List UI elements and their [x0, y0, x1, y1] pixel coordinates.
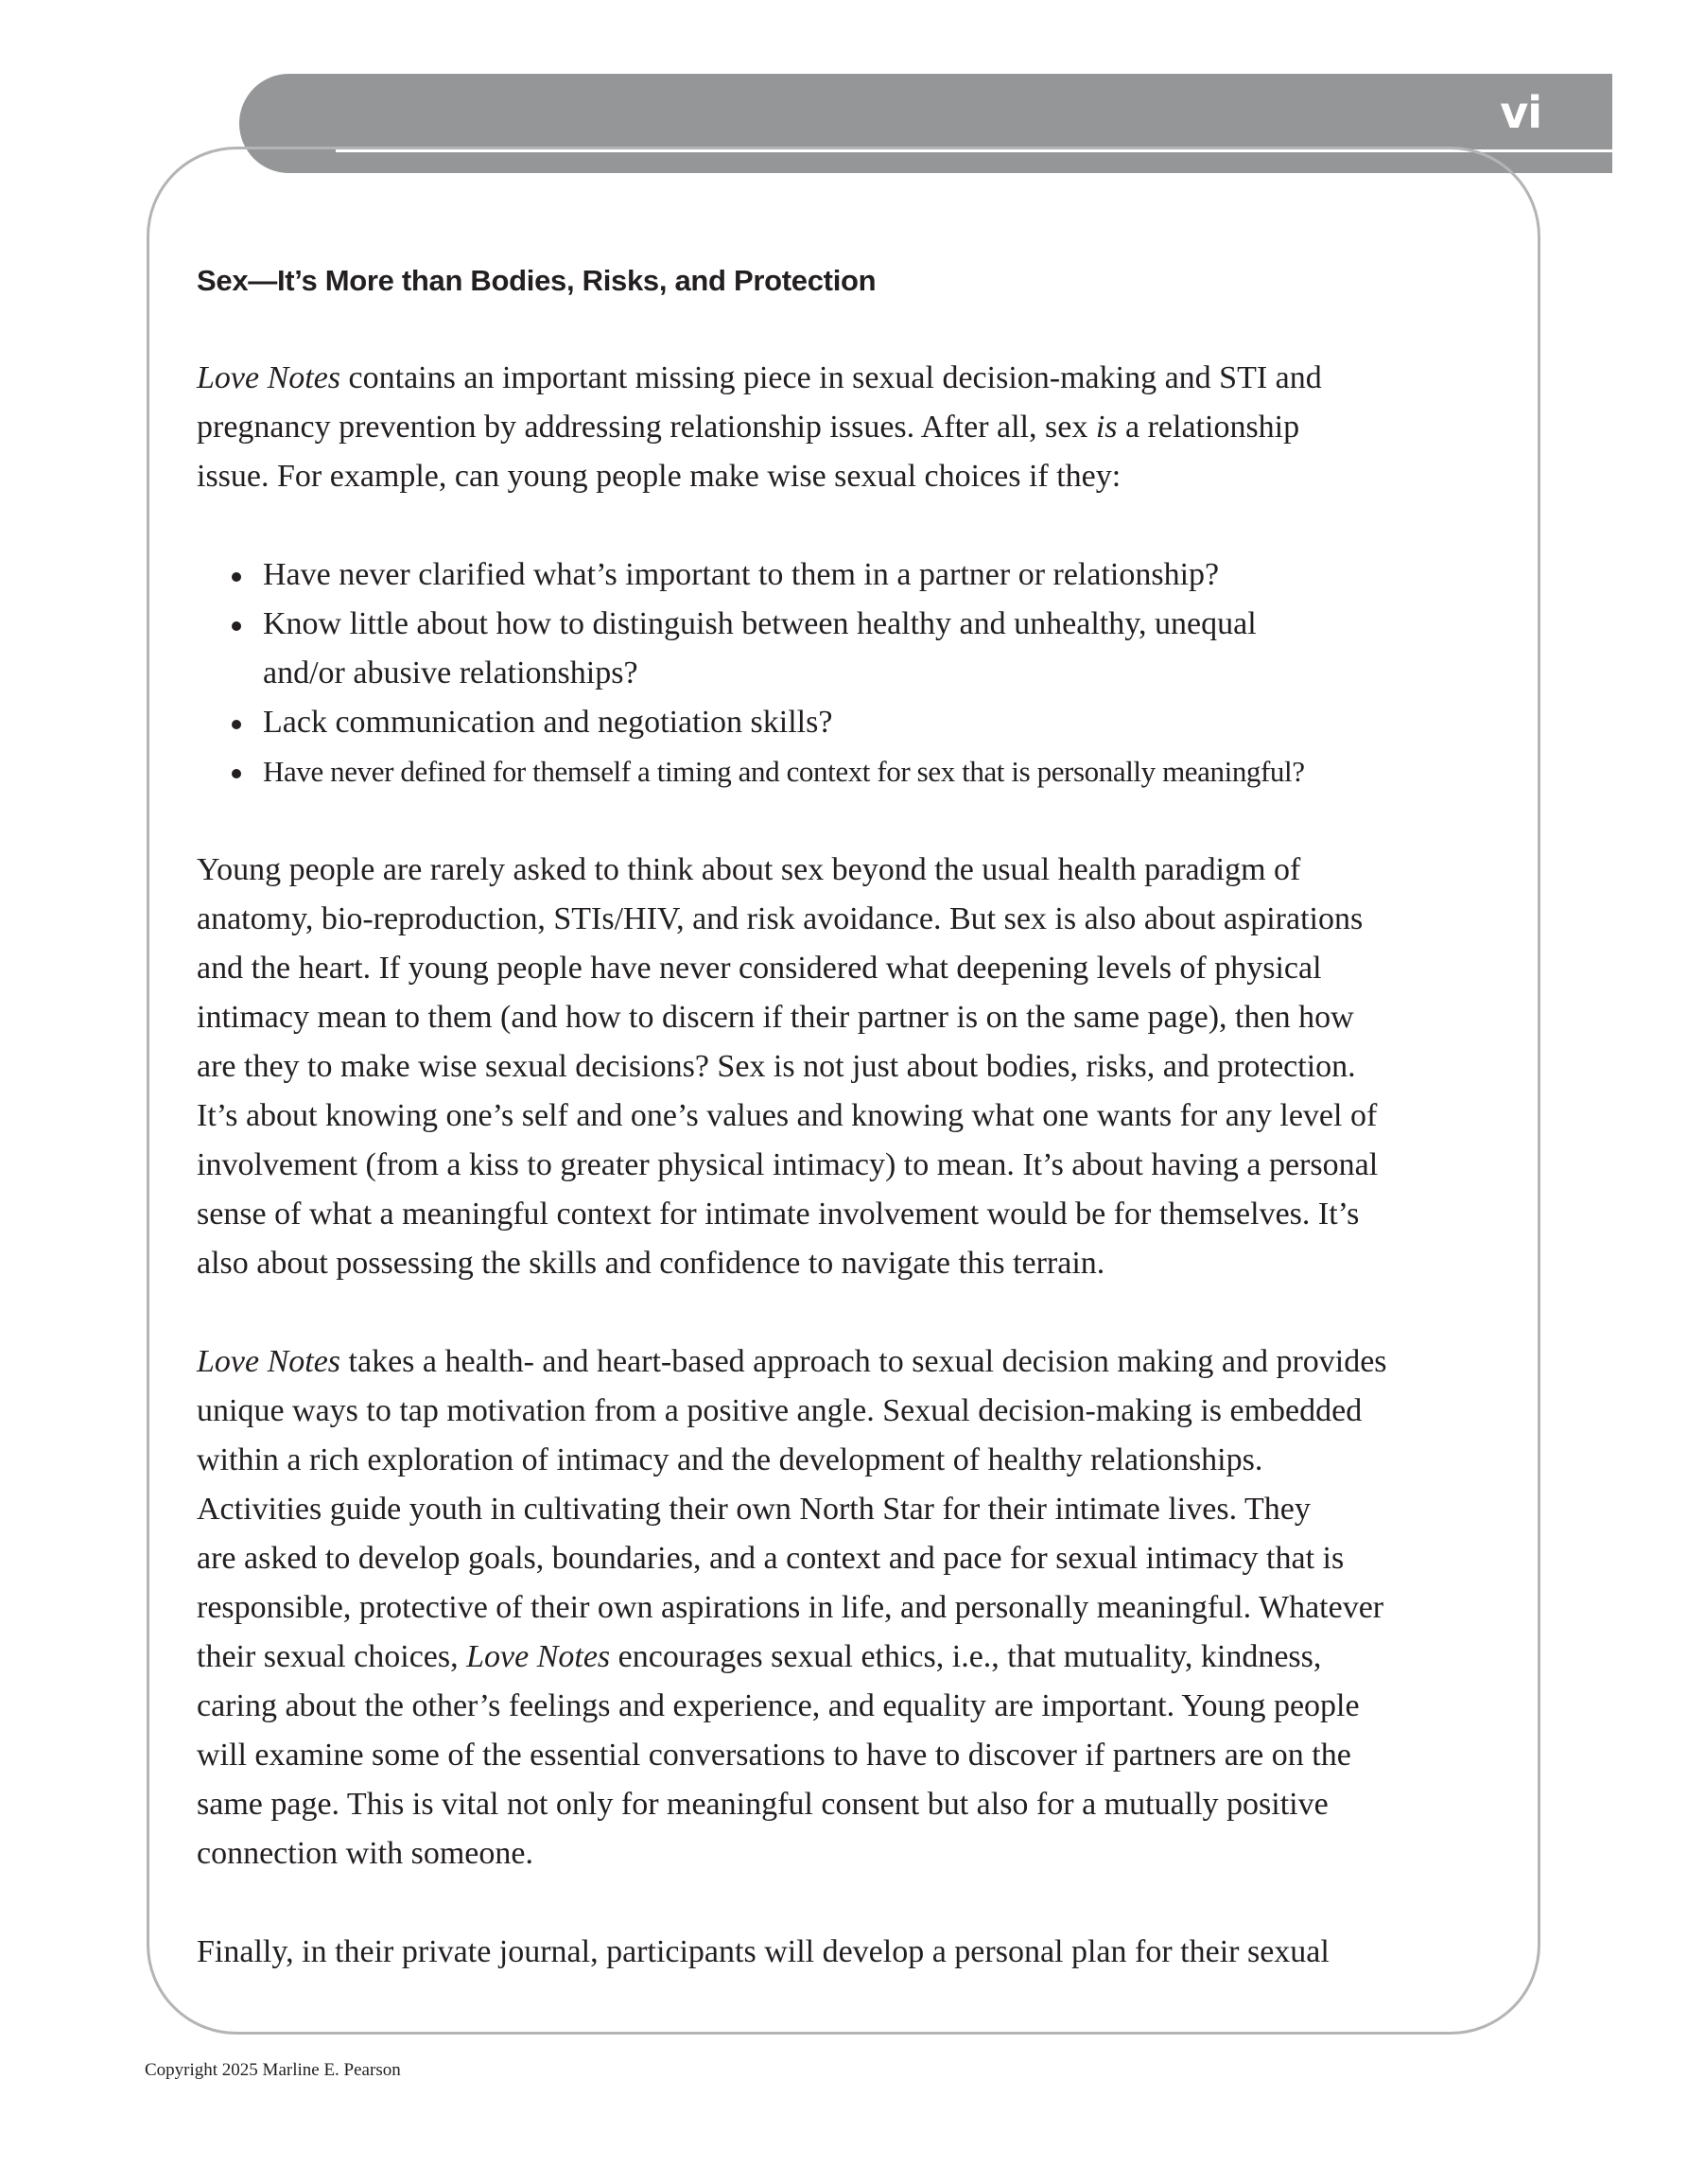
paragraph-line: sense of what a meaningful context for intimate involvement would be for themselves. It’s — [197, 1197, 1360, 1232]
paragraph-line: unique ways to tap motivation from a positive angle. Sexual decision-making is embedded — [197, 1393, 1363, 1428]
intro-text: a relationship — [1117, 410, 1300, 445]
bullet-icon — [232, 769, 241, 778]
paragraph-line — [197, 1638, 1321, 1676]
paragraph-line: within a rich exploration of intimacy and the development of healthy relationships. — [197, 1442, 1263, 1477]
bullet-item: Have never clarified what’s important to them in a partner or relationship? — [263, 557, 1220, 592]
paragraph-line: are asked to develop goals, boundaries, and a context and pace for sexual intimacy that is — [197, 1541, 1345, 1576]
paragraph-line: It’s about knowing one’s self and one’s values and knowing what one wants for any level of — [197, 1098, 1378, 1133]
bullet-item: Know little about how to distinguish between healthy and unhealthy, unequal — [263, 606, 1257, 641]
paragraph-line: are they to make wise sexual decisions? Sex is not just about bodies, risks, and protection. — [197, 1049, 1356, 1084]
bullet-icon — [232, 572, 241, 582]
book-title: Love Notes — [197, 360, 341, 395]
paragraph-line: intimacy mean to them (and how to discern if their partner is on the same page), then how — [197, 1000, 1354, 1035]
paragraph-line: Finally, in their private journal, participants will develop a personal plan for their sexual — [197, 1934, 1330, 1969]
emphasis: is — [1095, 410, 1118, 445]
intro-text: contains an important missing piece in sexual decision-making and STI and — [340, 360, 1322, 395]
paragraph-line: Activities guide youth in cultivating their own North Star for their intimate lives. They — [197, 1492, 1311, 1527]
intro-line-2 — [197, 409, 1299, 446]
paragraph-line: also about possessing the skills and confidence to navigate this terrain. — [197, 1246, 1105, 1281]
paragraph-line: responsible, protective of their own aspirations in life, and personally meaningful. Whatever — [197, 1590, 1384, 1625]
paragraph-text: encourages sexual ethics, i.e., that mutuality, kindness, — [610, 1639, 1322, 1674]
copyright-notice: Copyright 2025 Marline E. Pearson — [145, 2060, 401, 2080]
section-heading: Sex—It’s More than Bodies, Risks, and Protection — [197, 264, 877, 297]
paragraph-line: anatomy, bio-reproduction, STIs/HIV, and risk avoidance. But sex is also about aspirations — [197, 901, 1364, 936]
paragraph-line: will examine some of the essential conversations to have to discover if partners are on the — [197, 1738, 1351, 1773]
paragraph-line: Young people are rarely asked to think about sex beyond the usual health paradigm of — [197, 852, 1301, 887]
bullet-item: Have never defined for themself a timing and context for sex that is personally meaningful? — [263, 755, 1305, 788]
intro-text: pregnancy prevention by addressing relationship issues. After all, sex — [197, 410, 1096, 445]
bullet-icon — [232, 621, 241, 631]
paragraph-line: same page. This is vital not only for meaningful consent but also for a mutually positive — [197, 1787, 1329, 1822]
bullet-icon — [232, 720, 241, 729]
bullet-item-continuation: and/or abusive relationships? — [263, 655, 638, 690]
bullet-item: Lack communication and negotiation skills? — [263, 705, 833, 740]
book-title: Love Notes — [466, 1639, 611, 1674]
paragraph-line: and the heart. If young people have never considered what deepening levels of physical — [197, 951, 1322, 986]
paragraph-line — [197, 1343, 1387, 1381]
paragraph-line: connection with someone. — [197, 1836, 533, 1871]
paragraph-line: caring about the other’s feelings and experience, and equality are important. Young people — [197, 1688, 1360, 1723]
paragraph-line: involvement (from a kiss to greater physical intimacy) to mean. It’s about having a personal — [197, 1147, 1379, 1182]
paragraph-text: their sexual choices, — [197, 1639, 467, 1674]
page-number: vi — [1500, 87, 1541, 138]
paragraph-text: takes a health- and heart-based approach to sexual decision making and provides — [340, 1344, 1387, 1379]
book-title: Love Notes — [197, 1344, 341, 1379]
intro-line-1 — [197, 359, 1322, 397]
intro-line-3: issue. For example, can young people make wise sexual choices if they: — [197, 459, 1122, 494]
